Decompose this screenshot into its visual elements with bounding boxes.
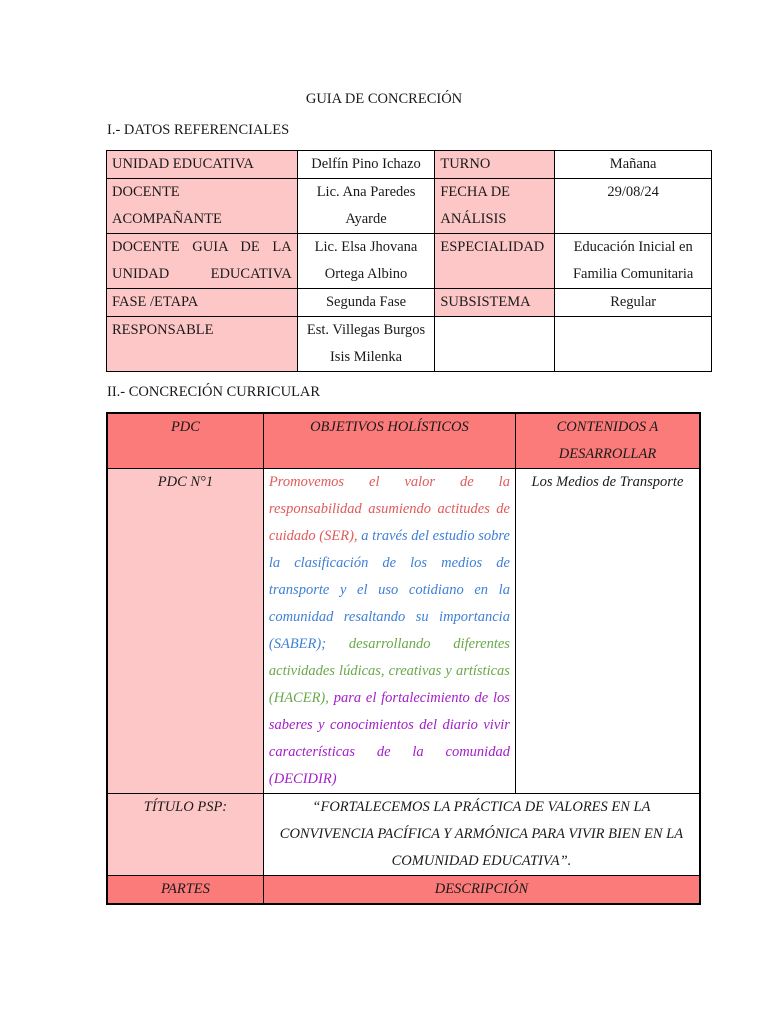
label-unidad-educativa: UNIDAD EDUCATIVA xyxy=(107,151,298,179)
holistic-objective xyxy=(263,469,515,794)
table-header-row xyxy=(107,413,700,469)
label-turno: TURNO xyxy=(435,151,555,179)
objective-saber: a través del estudio sobre la clasificación de los medios de transporte y el uso cotidiano en la comunidad resaltando su importancia (SABER); xyxy=(268,528,510,652)
pdc-number: PDC N°1 xyxy=(107,469,263,794)
table-row xyxy=(107,234,712,289)
section-1-heading: I.- DATOS REFERENCIALES xyxy=(107,122,290,138)
value-docente-acompanante: Lic. Ana Paredes Ayarde xyxy=(297,179,435,234)
table-header-row xyxy=(107,876,700,905)
objective-ser: Promovemos el valor de la responsabilidad asumiendo actitudes de cuidado (SER), xyxy=(268,474,510,544)
header-contenidos: CONTENIDOS A DESARROLLAR xyxy=(515,413,700,469)
label-subsistema: SUBSISTEMA xyxy=(435,289,555,317)
value-turno: Mañana xyxy=(555,151,712,179)
label-fecha-analisis: FECHA DE ANÁLISIS xyxy=(435,179,555,234)
table-row xyxy=(107,289,712,317)
label-fase-etapa: FASE /ETAPA xyxy=(107,289,298,317)
label-responsable: RESPONSABLE xyxy=(107,317,298,372)
document-title: GUIA DE CONCRECIÓN xyxy=(305,91,463,107)
header-partes: PARTES xyxy=(107,876,263,905)
label-especialidad: ESPECIALIDAD xyxy=(435,234,555,289)
header-objetivos: OBJETIVOS HOLÍSTICOS xyxy=(263,413,515,469)
referential-data-table xyxy=(106,150,712,372)
curricular-table xyxy=(106,412,701,905)
value-unidad-educativa: Delfín Pino Ichazo xyxy=(297,151,435,179)
objective-hacer: desarrollando diferentes actividades lúdicas, creativas y artísticas (HACER), xyxy=(268,636,510,706)
header-pdc: PDC xyxy=(107,413,263,469)
value-especialidad: Educación Inicial en Familia Comunitaria xyxy=(555,234,712,289)
psp-title: “FORTALECEMOS LA PRÁCTICA DE VALORES EN LA CONVIVENCIA PACÍFICA Y ARMÓNICA PARA VIVIR BIEN EN LA COMUNIDAD EDUCATIVA”. xyxy=(263,794,700,876)
table-row xyxy=(107,179,712,234)
empty-cell xyxy=(435,317,555,372)
table-row xyxy=(107,317,712,372)
label-docente-acompanante: DOCENTE ACOMPAÑANTE xyxy=(107,179,298,234)
table-row xyxy=(107,469,700,794)
value-fecha-analisis: 29/08/24 xyxy=(555,179,712,234)
value-subsistema: Regular xyxy=(555,289,712,317)
content-topic: Los Medios de Transporte xyxy=(515,469,700,794)
label-docente-guia: DOCENTE GUIA DE LA UNIDAD EDUCATIVA xyxy=(107,234,298,289)
objective-decidir: para el fortalecimiento de los saberes y conocimientos del diario vivir características de la comunidad (DECIDIR) xyxy=(268,690,510,787)
psp-label: TÍTULO PSP: xyxy=(107,794,263,876)
value-docente-guia: Lic. Elsa Jhovana Ortega Albino xyxy=(297,234,435,289)
value-fase-etapa: Segunda Fase xyxy=(297,289,435,317)
value-responsable: Est. Villegas Burgos Isis Milenka xyxy=(297,317,435,372)
table-row xyxy=(107,794,700,876)
table-row xyxy=(107,151,712,179)
section-2-heading: II.- CONCRECIÓN CURRICULAR xyxy=(107,384,321,400)
empty-cell xyxy=(555,317,712,372)
header-descripcion: DESCRIPCIÓN xyxy=(263,876,700,905)
